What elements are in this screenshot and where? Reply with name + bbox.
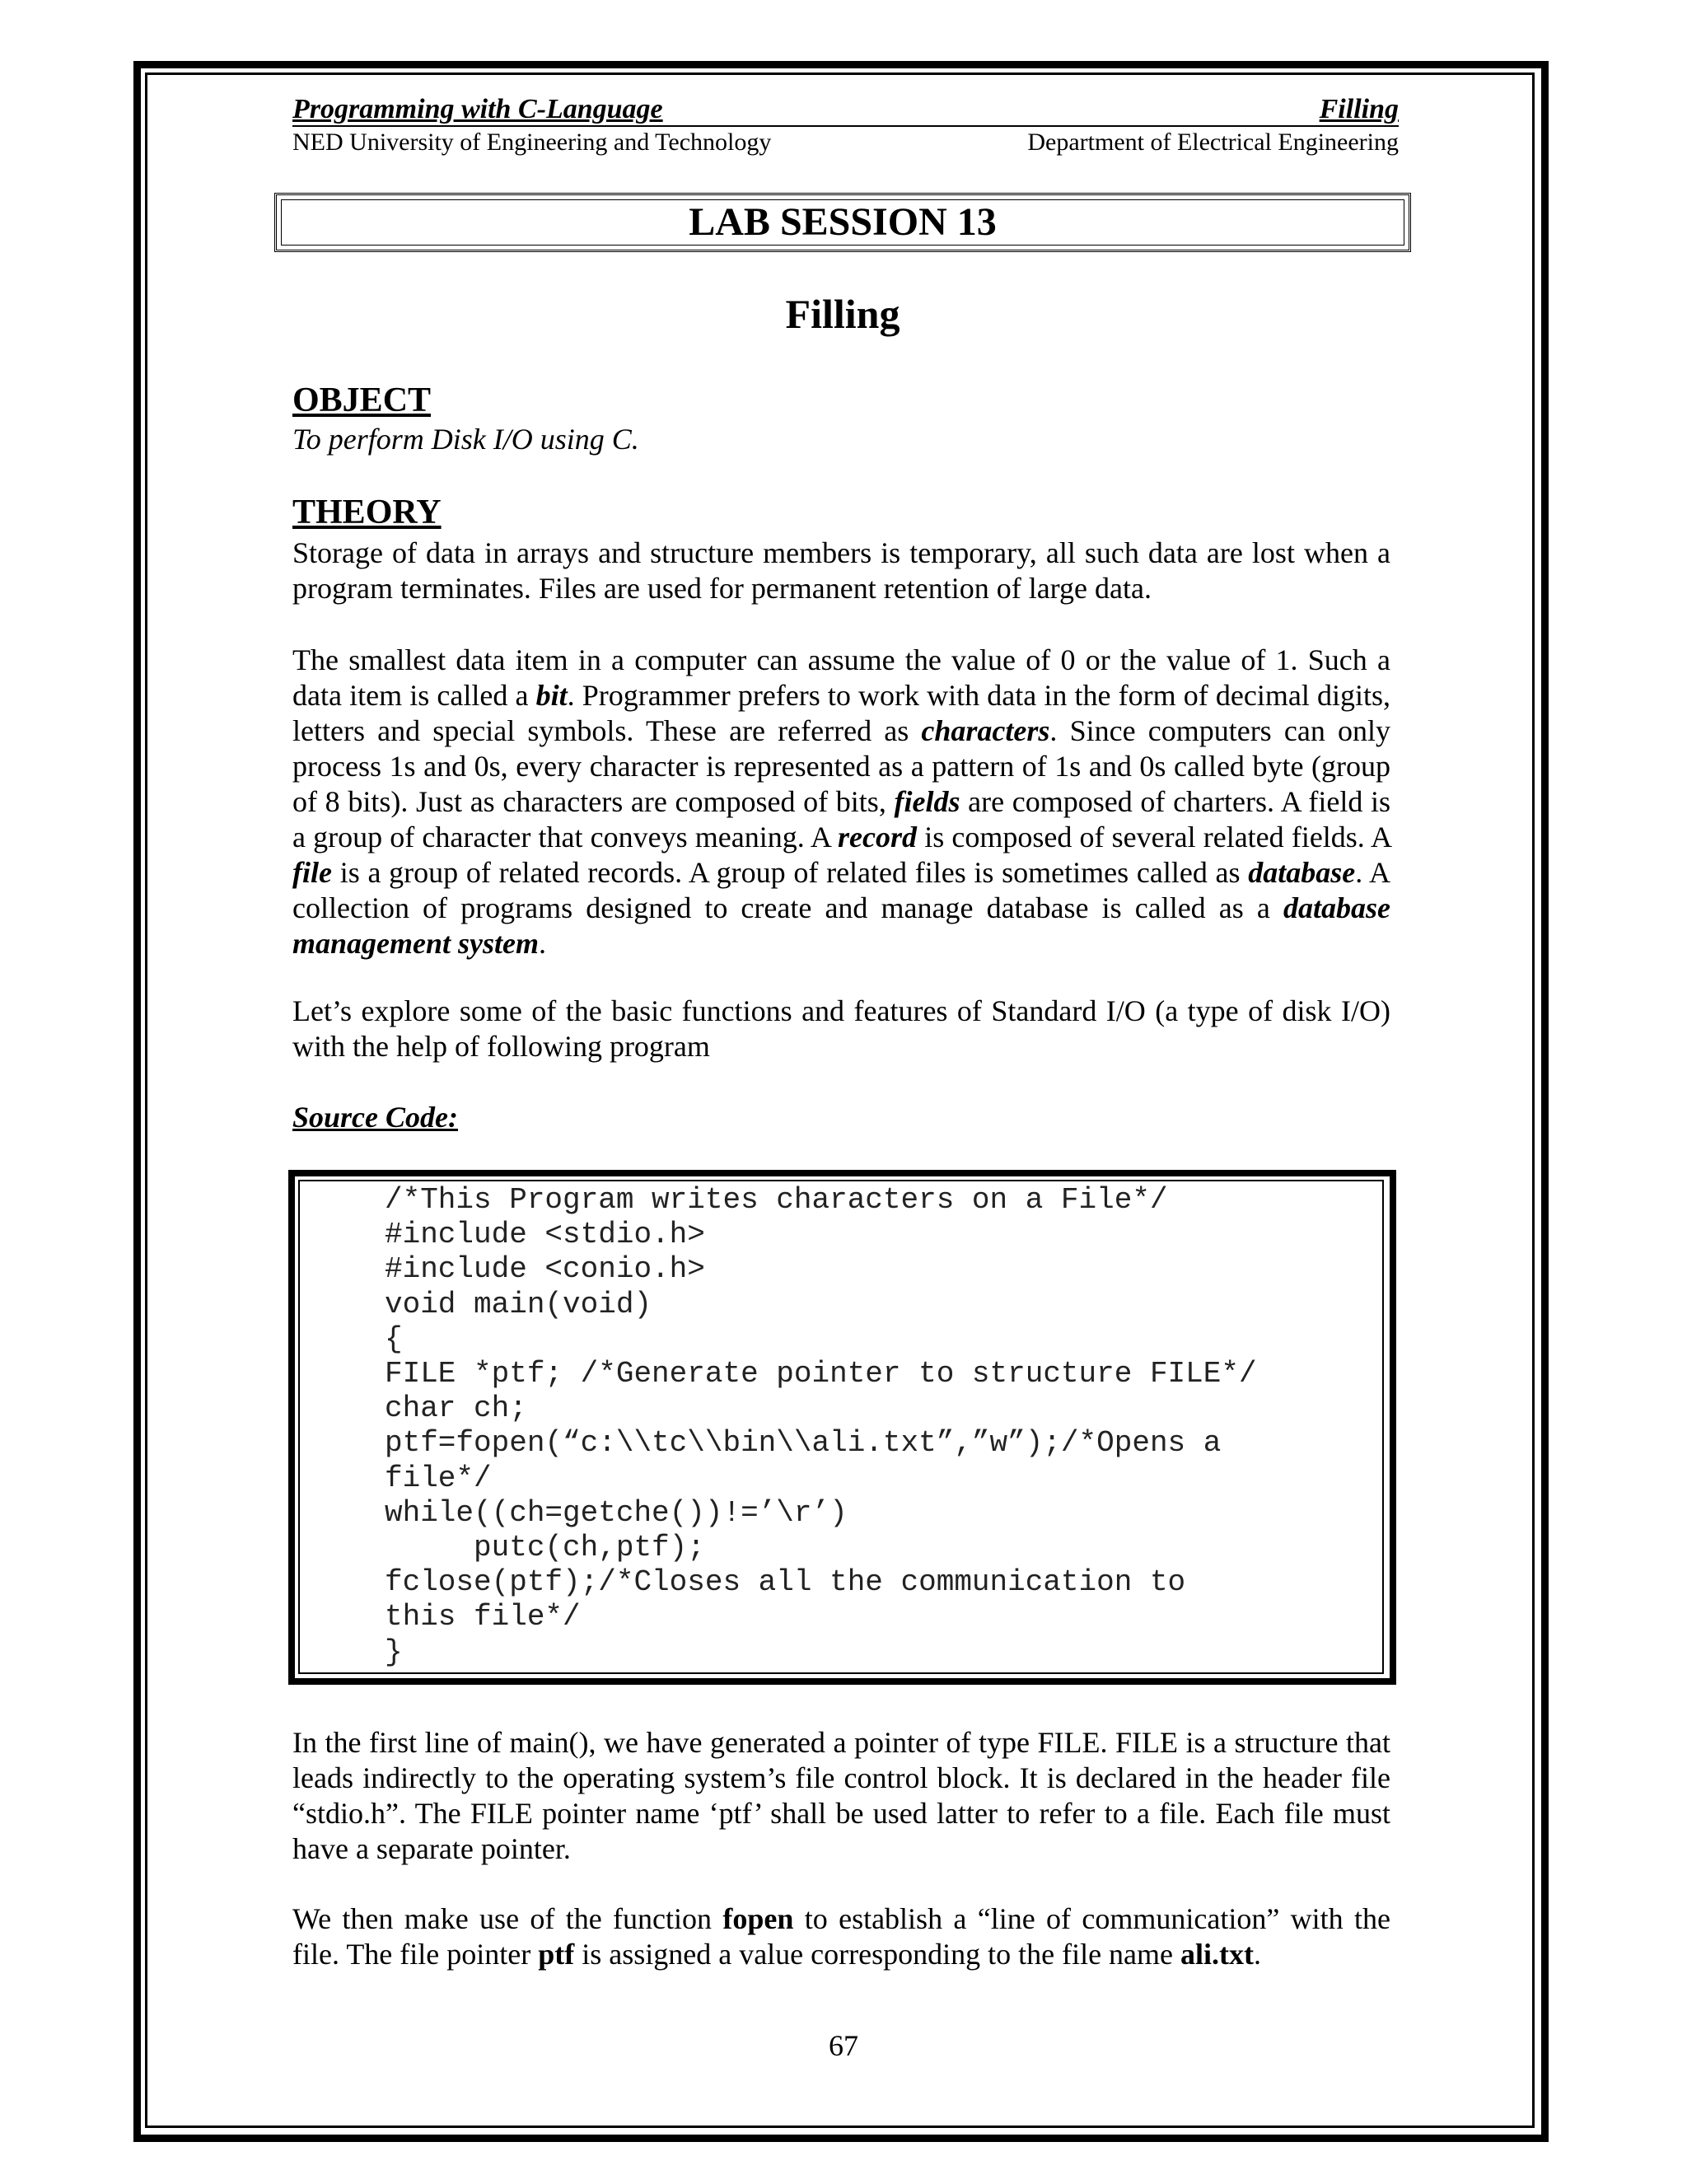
term-ali-txt: ali.txt xyxy=(1180,1938,1255,1971)
term-characters: characters xyxy=(921,714,1050,747)
term-fields: fields xyxy=(894,785,960,818)
explanation-paragraph-2: We then make use of the function fopen to establish a “line of communication” with the file. The file pointer ptf is assigned a value corresponding to the file name ali.txt. xyxy=(292,1902,1390,1971)
header-university: NED University of Engineering and Technology xyxy=(292,129,772,156)
term-ptf: ptf xyxy=(538,1938,575,1971)
theory-paragraph-3: Let’s explore some of the basic functions and features of Standard I/O (a type of disk I/O) with the help of following program xyxy=(292,994,1390,1063)
term-record: record xyxy=(838,821,918,853)
theory-paragraph-2: The smallest data item in a computer can assume the value of 0 or the value of 1. Such a data item is called a bit. Programmer prefers to work with data in the form of decimal digits, letters and special symbols. These are referred as characters. Since computers can only process 1s and 0s, every character is represented as a pattern of 1s and 0s called byte (group of 8 bits). Just as characters are composed of bits, fields are composed of charters. A field is a group of character that conveys meaning. A record is composed of several related fields. A file is a group of related records. A group of related files is sometimes called as database. A collection of programs designed to create and manage database is called as a database management system. xyxy=(292,643,1391,960)
term-database: database xyxy=(1248,856,1356,889)
term-bit: bit xyxy=(535,679,568,712)
term-file: file xyxy=(292,856,332,889)
theory-heading: THEORY xyxy=(292,493,442,531)
page-number: 67 xyxy=(829,2029,858,2062)
header-course: Programming with C-Language xyxy=(292,94,663,124)
source-code: /*This Program writes characters on a File*/ #include <stdio.h> #include <conio.h> void main(void) { FILE *ptf; /*Generate pointer to structure FILE*/ char ch; ptf=fopen(“c:\\tc\\bin\\ali.txt”,”w”);/*Opens a file*/ while((ch=getche())!=’\r’) putc(ch,ptf); fclose(ptf);/*Closes all the communication to this file*/ } xyxy=(385,1183,1257,1669)
header-topic: Filling xyxy=(1319,94,1399,124)
session-title: LAB SESSION 13 xyxy=(689,200,997,244)
source-code-label: Source Code: xyxy=(292,1101,458,1134)
term-fopen: fopen xyxy=(722,1902,794,1935)
object-heading: OBJECT xyxy=(292,381,432,419)
theory-paragraph-1: Storage of data in arrays and structure members is temporary, all such data are lost when a program terminates. Files are used for permanent retention of large data. xyxy=(292,536,1390,605)
explanation-paragraph-1: In the first line of main(), we have generated a pointer of type FILE. FILE is a structure that leads indirectly to the operating system’s file control block. It is declared in the header file “stdio.h”. The FILE pointer name ‘ptf’ shall be used latter to refer to a file. Each file must have a separate pointer. xyxy=(292,1726,1390,1865)
object-text: To perform Disk I/O using C. xyxy=(292,423,639,456)
header-department: Department of Electrical Engineering xyxy=(1027,129,1399,156)
term-dbms: database management system xyxy=(292,891,1390,960)
running-subheader xyxy=(292,129,1399,158)
header-rule xyxy=(292,125,1399,127)
running-header xyxy=(292,94,1399,127)
page-title: Filling xyxy=(785,291,900,337)
